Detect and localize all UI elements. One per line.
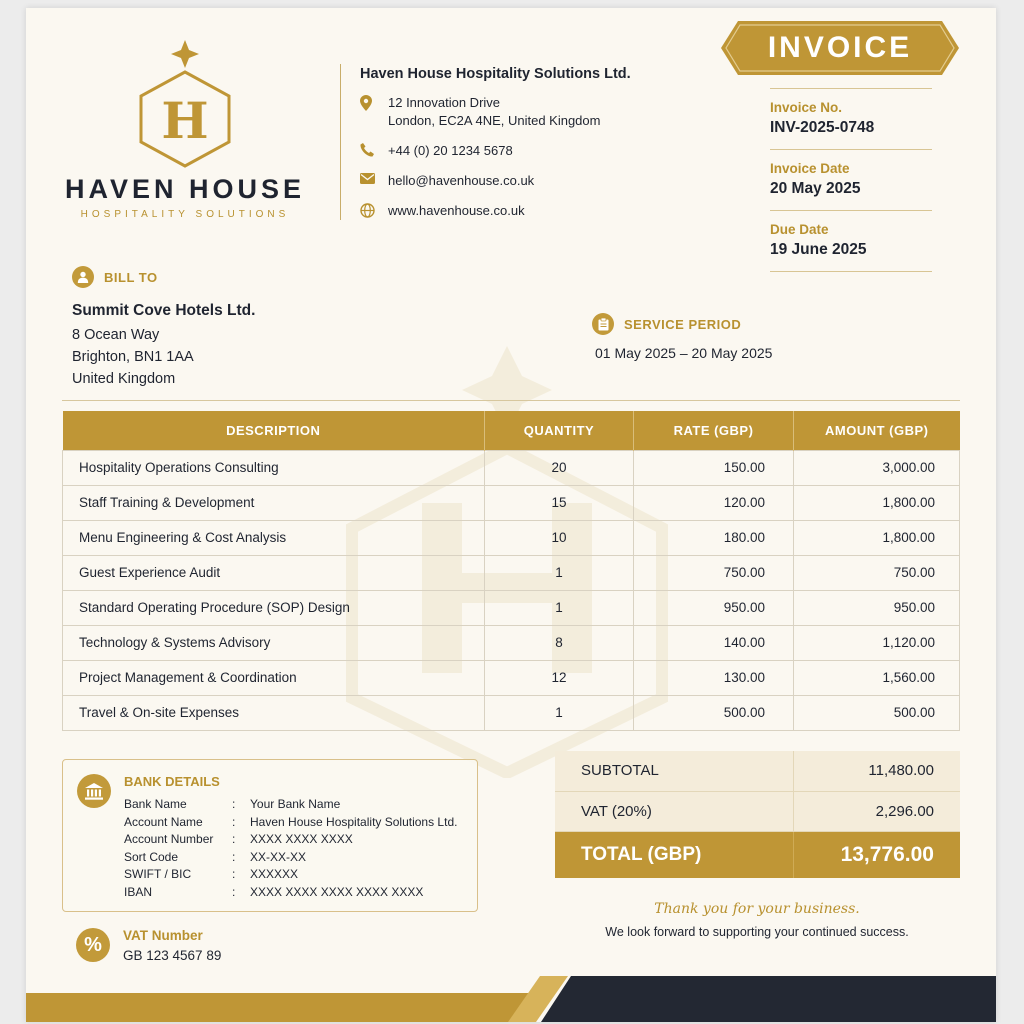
table-row [63, 625, 960, 660]
footer-decoration [26, 976, 996, 1022]
service-period-value: 01 May 2025 – 20 May 2025 [595, 345, 773, 361]
bank-row [124, 814, 457, 832]
vat-value: 2,296.00 [793, 791, 960, 831]
bank-row-separator: : [232, 867, 236, 882]
table-row [63, 590, 960, 625]
client-name: Summit Cove Hotels Ltd. [72, 302, 256, 319]
row-rate: 500.00 [634, 695, 794, 730]
phone-number: +44 (0) 20 1234 5678 [388, 143, 513, 158]
vat-number-heading: VAT Number [123, 928, 203, 943]
grand-total-row [555, 831, 960, 878]
bank-row-label: SWIFT / BIC [124, 867, 192, 882]
bank-row-separator: : [232, 849, 236, 864]
row-rate: 150.00 [634, 450, 794, 485]
vat-number-value: GB 123 4567 89 [123, 948, 222, 963]
company-details [360, 66, 720, 232]
bill-to-heading: BILL TO [104, 269, 158, 285]
due-date-block [770, 210, 932, 272]
invoice-number-block [770, 88, 932, 149]
subtotal-label: SUBTOTAL [555, 751, 793, 791]
bank-row-label: IBAN [124, 884, 153, 899]
header-amount: AMOUNT (GBP) [794, 411, 960, 450]
row-description: Project Management & Coordination [63, 660, 485, 695]
row-quantity: 15 [485, 485, 634, 520]
thank-you-line: Thank you for your business. [654, 901, 860, 917]
row-rate: 180.00 [634, 520, 794, 555]
header-description: DESCRIPTION [63, 411, 485, 450]
table-row [63, 555, 960, 590]
address-line-1: 12 Innovation Drive [388, 95, 501, 110]
row-amount: 3,000.00 [794, 450, 960, 485]
invoice-title-badge [720, 20, 960, 76]
globe-icon [360, 202, 388, 218]
invoice-number-label: Invoice No. [770, 100, 843, 115]
row-description: Hospitality Operations Consulting [63, 450, 485, 485]
invoice-date-block [770, 149, 932, 210]
row-amount: 750.00 [794, 555, 960, 590]
row-description: Menu Engineering & Cost Analysis [63, 520, 485, 555]
table-row [63, 485, 960, 520]
row-quantity: 1 [485, 590, 634, 625]
row-quantity: 1 [485, 555, 634, 590]
bank-row-value: XXXXXX [250, 867, 299, 882]
address-line-2: London, EC2A 4NE, United Kingdom [388, 113, 601, 128]
bank-row-separator: : [232, 884, 236, 899]
brand-logo [62, 38, 308, 220]
row-rate: 140.00 [634, 625, 794, 660]
clipboard-icon [592, 313, 614, 335]
company-email [360, 172, 720, 190]
bank-row-value: Your Bank Name [250, 797, 341, 811]
brand-tagline: HOSPITALITY SOLUTIONS [80, 209, 290, 220]
vat-row [555, 791, 960, 831]
bank-row [124, 866, 457, 884]
bank-icon [77, 774, 111, 808]
bank-row [124, 796, 457, 814]
row-amount: 1,120.00 [794, 625, 960, 660]
line-items-table [62, 411, 960, 731]
invoice-page [26, 8, 996, 1022]
company-phone [360, 142, 720, 160]
service-period-section [592, 313, 892, 361]
table-row [63, 695, 960, 730]
row-rate: 750.00 [634, 555, 794, 590]
table-header-row [63, 411, 960, 450]
bank-details-heading: BANK DETAILS [124, 774, 220, 789]
bill-to-section [72, 266, 392, 390]
email-link[interactable]: hello@havenhouse.co.uk [388, 173, 535, 188]
row-description: Technology & Systems Advisory [63, 625, 485, 660]
bank-row [124, 849, 457, 867]
subtotal-row [555, 751, 960, 791]
bank-row-separator: : [232, 814, 236, 829]
row-amount: 950.00 [794, 590, 960, 625]
company-website [360, 202, 720, 220]
due-date-label: Due Date [770, 222, 829, 237]
bank-row [124, 884, 457, 902]
thank-you-note [592, 901, 922, 939]
row-description: Guest Experience Audit [63, 555, 485, 590]
bank-row-separator: : [232, 797, 236, 811]
row-quantity: 1 [485, 695, 634, 730]
envelope-icon [360, 172, 388, 184]
closing-line: We look forward to supporting your continued success. [605, 925, 909, 939]
row-rate: 130.00 [634, 660, 794, 695]
subtotal-value: 11,480.00 [793, 751, 960, 791]
logo-letter: H [161, 91, 209, 150]
invoice-date-label: Invoice Date [770, 161, 850, 176]
website-link[interactable]: www.havenhouse.co.uk [388, 203, 525, 218]
bank-row-label: Sort Code [124, 849, 179, 864]
invoice-meta [770, 88, 932, 272]
client-address-line-3: United Kingdom [72, 371, 176, 387]
bank-row-label: Account Number [124, 832, 214, 847]
row-quantity: 20 [485, 450, 634, 485]
header-rate: RATE (GBP) [634, 411, 794, 450]
row-description: Staff Training & Development [63, 485, 485, 520]
vat-label: VAT (20%) [555, 791, 793, 831]
percent-icon: % [76, 928, 110, 962]
table-row [63, 520, 960, 555]
invoice-date: 20 May 2025 [770, 180, 861, 197]
bank-row-separator: : [232, 832, 236, 847]
brand-name: HAVEN HOUSE [64, 174, 306, 204]
bank-row-value: Haven House Hospitality Solutions Ltd. [250, 814, 458, 829]
row-amount: 1,560.00 [794, 660, 960, 695]
header-divider [340, 64, 341, 220]
bank-row-value: XX-XX-XX [250, 849, 307, 864]
client-address-line-2: Brighton, BN1 1AA [72, 349, 194, 365]
hexagon-logo-icon [135, 38, 235, 168]
table-row [63, 450, 960, 485]
client-address-line-1: 8 Ocean Way [72, 327, 160, 343]
invoice-title: INVOICE [767, 31, 913, 64]
location-pin-icon [360, 94, 388, 111]
total-label: TOTAL (GBP) [555, 831, 793, 878]
row-amount: 1,800.00 [794, 485, 960, 520]
user-icon [72, 266, 94, 288]
row-rate: 950.00 [634, 590, 794, 625]
header-quantity: QUANTITY [485, 411, 634, 450]
row-quantity: 12 [485, 660, 634, 695]
row-description: Travel & On-site Expenses [63, 695, 485, 730]
bank-row [124, 831, 457, 849]
bank-details-list [124, 796, 457, 902]
bank-row-label: Account Name [124, 814, 203, 829]
total-value: 13,776.00 [793, 831, 960, 878]
row-amount: 1,800.00 [794, 520, 960, 555]
bank-row-label: Bank Name [124, 797, 187, 811]
company-name: Haven House Hospitality Solutions Ltd. [360, 66, 631, 82]
row-rate: 120.00 [634, 485, 794, 520]
bank-row-value: XXXX XXXX XXXX XXXX XXXX [250, 884, 424, 899]
bank-details-box [62, 759, 478, 912]
service-period-heading: SERVICE PERIOD [624, 316, 742, 332]
table-row [63, 660, 960, 695]
row-amount: 500.00 [794, 695, 960, 730]
invoice-number: INV-2025-0748 [770, 119, 875, 136]
totals-table [555, 751, 960, 878]
due-date: 19 June 2025 [770, 241, 867, 258]
section-divider [62, 400, 960, 401]
row-quantity: 10 [485, 520, 634, 555]
row-quantity: 8 [485, 625, 634, 660]
phone-icon [360, 142, 388, 157]
bank-row-value: XXXX XXXX XXXX [250, 832, 353, 847]
row-description: Standard Operating Procedure (SOP) Design [63, 590, 485, 625]
company-address [360, 94, 720, 130]
